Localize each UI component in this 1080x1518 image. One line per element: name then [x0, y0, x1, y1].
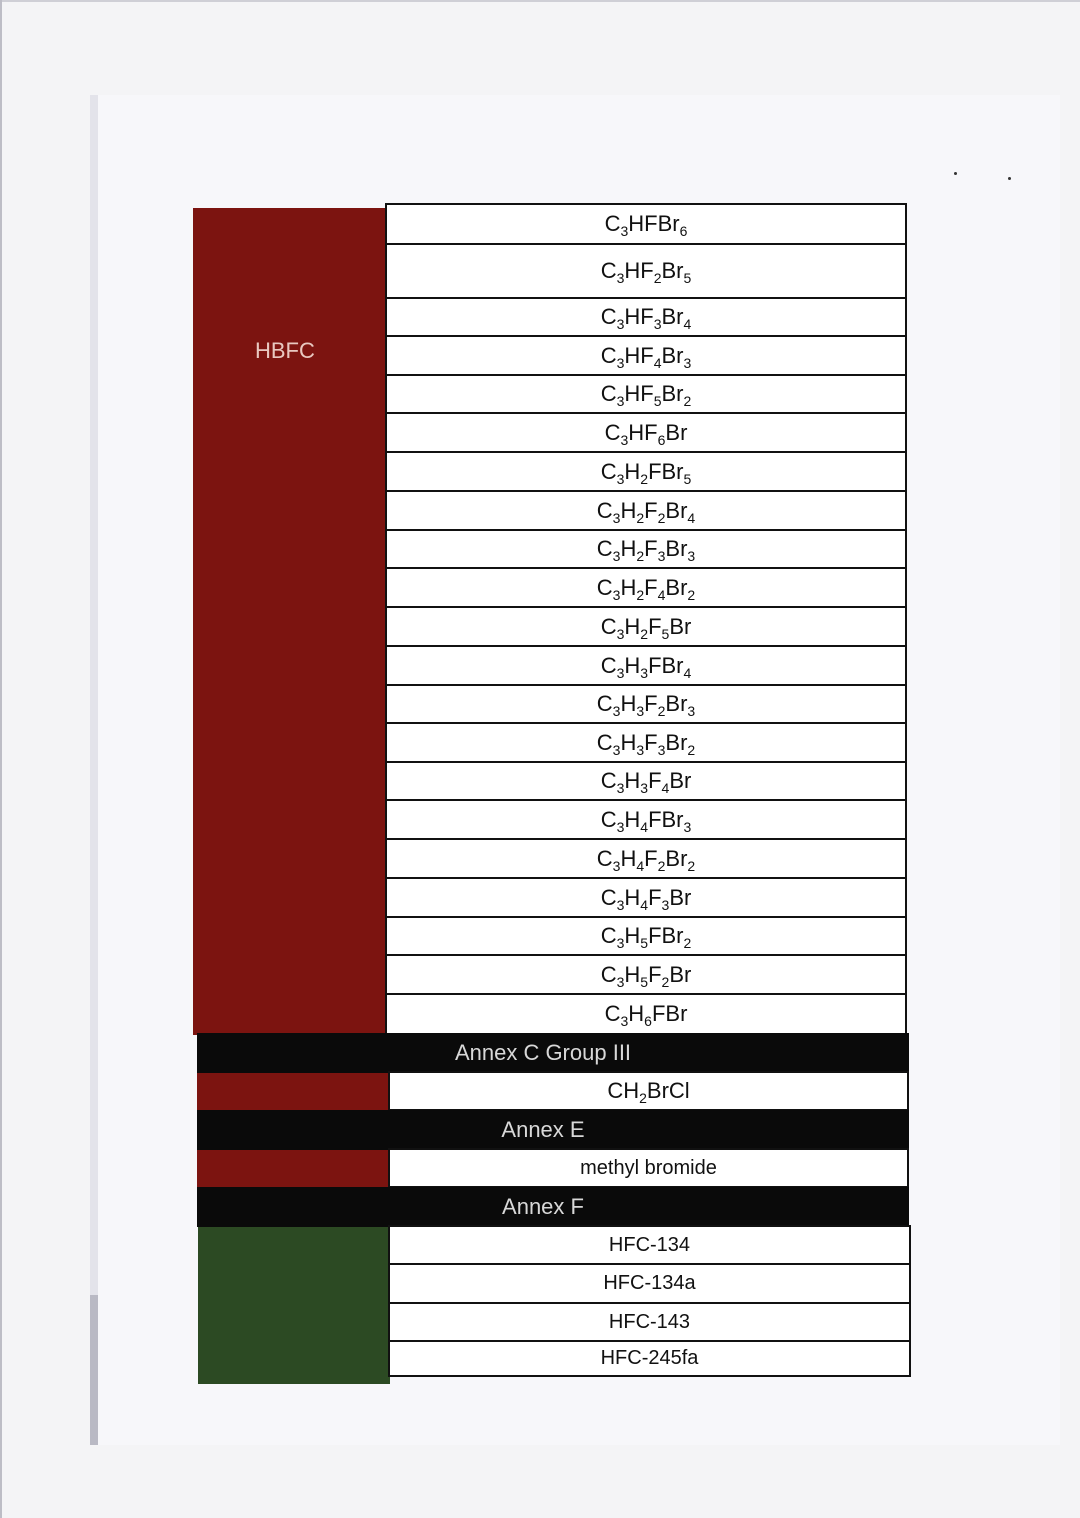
annex-f-item-text: HFC-143	[608, 1310, 691, 1333]
hbfc-formula-text: $C_3H_3F_3Br_2$	[596, 729, 696, 758]
hbfc-formula-text: $C_3HF_6Br$	[604, 419, 688, 448]
annex-f-item-cell	[388, 1263, 911, 1304]
hbfc-formula-cell	[385, 297, 907, 337]
hbfc-formula-cell	[385, 490, 907, 531]
hbfc-label: HBFC	[255, 338, 315, 363]
hbfc-formula-text: $C_3H_2FBr_5$	[600, 458, 692, 487]
hbfc-formula-text: $C_3H_2F_2Br_4$	[596, 497, 696, 526]
hbfc-formula-cell	[385, 877, 907, 918]
annex-f-band	[198, 1227, 390, 1384]
hbfc-formula-cell	[385, 203, 907, 245]
hbfc-formula-cell	[385, 838, 907, 879]
hbfc-formula-cell	[385, 916, 907, 956]
hbfc-band	[193, 208, 386, 1035]
hbfc-formula-text: $C_3HF_3Br_4$	[600, 304, 692, 332]
annex-c-item-text: $CH_2BrCl$	[607, 1078, 690, 1106]
annex-e-item-text: methyl bromide	[580, 1156, 717, 1179]
scan-speck	[1008, 177, 1011, 180]
hbfc-formula-text: $C_3H_4FBr_3$	[600, 806, 692, 835]
hbfc-formula-cell	[385, 761, 907, 801]
scan-shadow	[90, 1295, 98, 1445]
annex-f-item-text: HFC-134a	[603, 1272, 696, 1294]
hbfc-formula-cell	[385, 335, 907, 376]
annex-f-item-cell	[388, 1340, 911, 1377]
hbfc-formula-text: $C_3H_3F_2Br_3$	[596, 691, 696, 719]
page-top-edge	[0, 0, 1080, 2]
annex-f-label: Annex F	[502, 1194, 584, 1219]
hbfc-formula-text: $C_3H_3F_4Br$	[600, 768, 692, 796]
hbfc-formula-text: $C_3HF_2Br_5$	[600, 258, 692, 286]
annex-f-header	[197, 1187, 909, 1227]
hbfc-formula-text: $C_3H_3FBr_4$	[600, 652, 692, 681]
annex-f-item-cell	[388, 1225, 911, 1265]
hbfc-formula-text: $C_3H_6FBr$	[604, 1001, 688, 1029]
annex-e-label: Annex E	[501, 1117, 585, 1142]
annex-e-band	[197, 1150, 389, 1189]
hbfc-formula-text: $C_3H_5F_2Br$	[600, 961, 692, 990]
page-left-edge	[0, 0, 2, 1518]
hbfc-formula-text: $C_3H_2F_5Br$	[600, 613, 692, 642]
scan-shadow	[90, 95, 98, 1445]
hbfc-formula-text: $C_3HFBr_6$	[604, 211, 688, 239]
hbfc-formula-cell	[385, 451, 907, 492]
hbfc-formula-cell	[385, 374, 907, 414]
annex-e-item-cell	[388, 1148, 909, 1188]
hbfc-formula-cell	[385, 243, 907, 299]
hbfc-formula-cell	[385, 567, 907, 608]
annex-c-band	[197, 1073, 389, 1112]
hbfc-formula-cell	[385, 993, 907, 1035]
hbfc-formula-cell	[385, 722, 907, 763]
annex-c-group-iii-header	[197, 1033, 909, 1073]
hbfc-formula-cell	[385, 684, 907, 724]
annex-e-header	[197, 1110, 909, 1150]
hbfc-formula-text: $C_3H_4F_2Br_2$	[596, 845, 696, 874]
hbfc-formula-cell	[385, 954, 907, 995]
hbfc-formula-cell	[385, 606, 907, 647]
hbfc-formula-cell	[385, 645, 907, 686]
annex-c-item-cell	[388, 1071, 909, 1111]
hbfc-formula-cell	[385, 799, 907, 840]
annex-f-item-text: HFC-134	[608, 1233, 691, 1256]
hbfc-formula-text: $C_3H_4F_3Br$	[600, 884, 692, 913]
hbfc-formula-text: $C_3H_2F_4Br_2$	[596, 574, 696, 603]
annex-f-item-text: HFC-245fa	[600, 1347, 699, 1369]
hbfc-formula-text: $C_3HF_5Br_2$	[600, 381, 692, 409]
annex-c-group-iii-label: Annex C Group III	[454, 1040, 632, 1065]
scan-speck	[954, 172, 957, 175]
annex-f-item-cell	[388, 1302, 911, 1342]
hbfc-formula-cell	[385, 412, 907, 453]
hbfc-formula-text: $C_3H_5FBr_2$	[600, 923, 692, 951]
hbfc-formula-text: $C_3H_2F_3Br_3$	[596, 536, 696, 564]
hbfc-formula-text: $C_3HF_4Br_3$	[600, 342, 692, 371]
hbfc-formula-cell	[385, 529, 907, 569]
